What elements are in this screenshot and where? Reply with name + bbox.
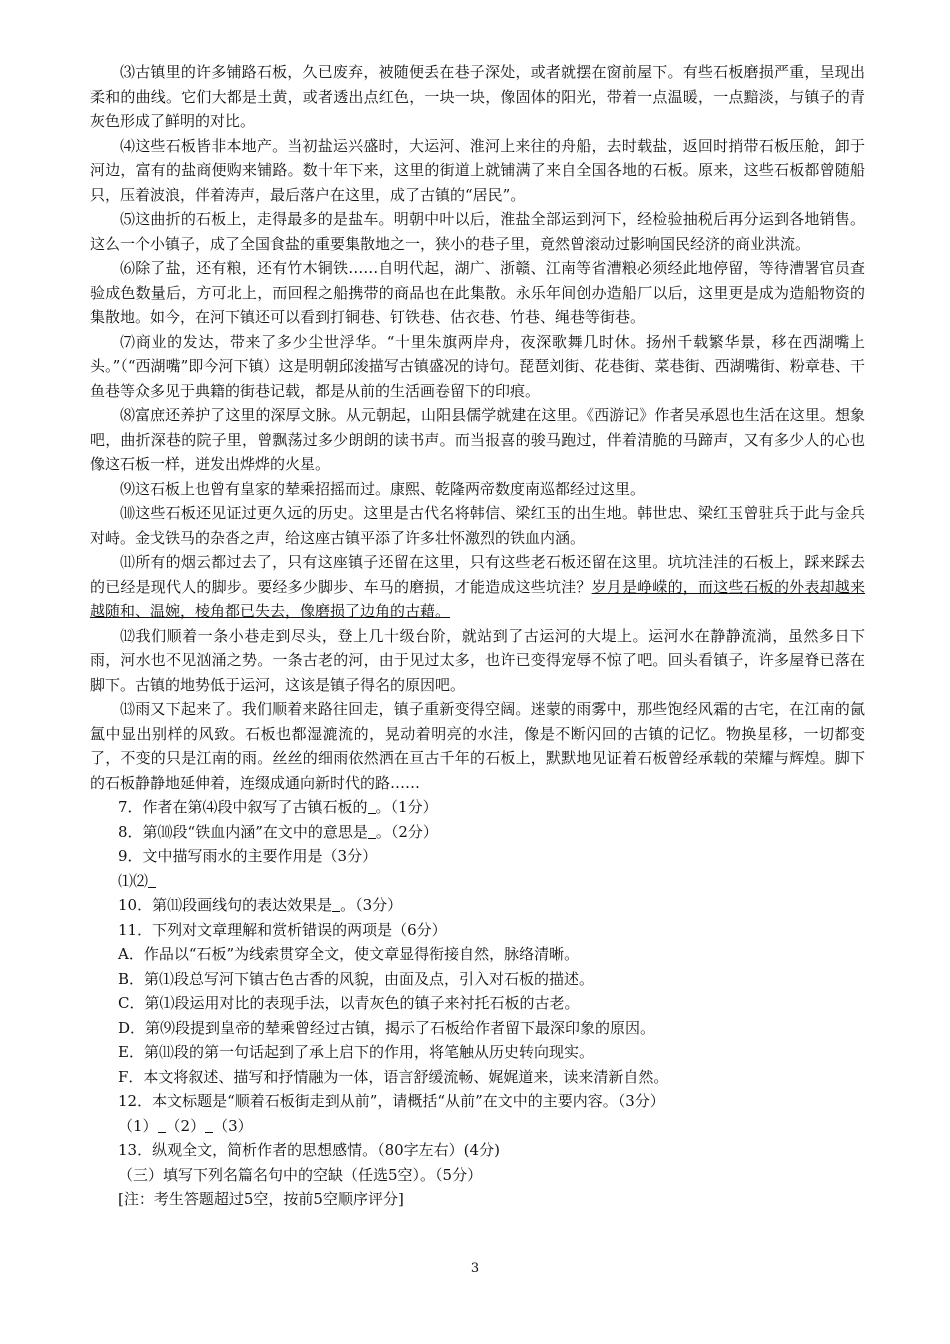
option-c: C．第⑴段运用对比的表现手法，以青灰色的镇子来衬托石板的古老。 [118, 994, 580, 1012]
option-b: B．第⑴段总写河下镇古色古香的风貌，由面及点，引入对石板的描述。 [118, 969, 595, 988]
exam-page [90, 60, 865, 1212]
answer-blank-7[interactable] [368, 799, 376, 814]
section-3-heading: （三）填写下列名篇名句中的空缺（任选5空）。（5分） [118, 1165, 483, 1184]
question-12-part-3: （3） [213, 1116, 253, 1135]
answer-blank-12-1[interactable] [158, 1118, 166, 1133]
answer-blank-8[interactable] [368, 824, 376, 839]
page-number: 3 [470, 1261, 480, 1276]
question-7-score: 。（1分） [375, 798, 438, 816]
question-12-part-1: （1） [118, 1116, 158, 1135]
question-9-answers [90, 869, 865, 894]
question-12-part-2: （2） [165, 1116, 206, 1135]
question-12-answers [90, 1114, 865, 1139]
paragraph-12: ⑿我们顺着一条小巷走到尽头，登上几十级台阶，就站到了古运河的大堤上。运河水在静静流淌，虽然多日下雨，河水也不见汹涌之势。一条古老的河，由于见过太多，也许已变得宠辱不惊了吧。回头看镇子，许多屋脊已落在脚下。古镇的地势低于运河，这该是镇子得名的原因吧。 [90, 626, 865, 694]
answer-blank-12-2[interactable] [205, 1118, 213, 1133]
paragraph-6: ⑹除了盐，还有粮，还有竹木铜铁……自明代起，湖广、浙赣、江南等省漕粮必须经此地停留，等待漕署官员查验成色数量后，方可北上，而回程之船携带的商品也在此集散。永乐年间创办造船厂以后，这里更是成为造船物资的集散地。如今，在河下镇还可以看到打铜巷、钉铁巷、估衣巷、竹巷、绳巷等街巷。 [90, 259, 865, 326]
question-10-text: 10．第⑾段画线句的表达效果是 [118, 896, 333, 914]
question-7-text: 7．作者在第⑷段中叙写了古镇石板的 [118, 798, 368, 816]
paragraph-11-text: ⑾所有的烟云都过去了，只有这座镇子还留在这里，只有这些老石板还留在这里。坑坑洼洼的石板上，踩来踩去的已经是现代人的脚步。要经多少脚步、车马的磨损，才能造成这些坑洼？ [90, 553, 865, 596]
question-9-part-2: ⑵ [133, 871, 149, 890]
scoring-note: [注：考生答题超过5空，按前5空顺序评分] [118, 1190, 404, 1208]
paragraph-5: ⑸这曲折的石板上，走得最多的是盐车。明朝中叶以后，淮盐全部运到河下，经检验抽税后再分运到各地销售。这么一个小镇子，成了全国食盐的重要集散地之一，狭小的巷子里，竟然曾滚动过影响国民经济的商业洪流。 [90, 210, 865, 253]
paragraph-11 [90, 550, 865, 624]
question-10-score: 。（3分） [340, 896, 403, 914]
question-8-score: 。（2分） [375, 822, 438, 841]
answer-blank-9[interactable] [148, 873, 156, 888]
question-10 [90, 893, 865, 918]
paragraph-3: ⑶古镇里的许多铺路石板，久已废弃，被随便丢在巷子深处，或者就摆在窗前屋下。有些石板磨损严重，呈现出柔和的曲线。它们大都是土黄，或者透出点红色，一块一块，像固体的阳光，带着一点温暖，一点黯淡，与镇子的青灰色形成了鲜明的对比。 [90, 63, 865, 130]
question-13: 13．纵观全文，简析作者的思想感情。（80字左右）(4分) [118, 1141, 500, 1159]
paragraph-8: ⑻富庶还养护了这里的深厚文脉。从元朝起，山阳县儒学就建在这里。《西游记》作者吴承恩也生活在这里。想象吧，曲折深巷的院子里，曾飘荡过多少朗朗的读书声。而当报喜的骏马跑过，伴着清脆的马蹄声，又有多少人的心也像这石板一样，迸发出烨烨的火星。 [90, 406, 865, 473]
paragraph-9: ⑼这石板上也曾有皇家的辇乘招摇而过。康熙、乾隆两帝数度南巡都经过这里。 [120, 479, 646, 498]
question-8 [90, 820, 865, 845]
option-a: A．作品以“石板”为线索贯穿全文，使文章显得衔接自然，脉络清晰。 [118, 945, 580, 963]
paragraph-13: ⒀雨又下起来了。我们顺着来路往回走，镇子重新变得空阔。迷蒙的雨雾中，那些饱经风霜的古宅，在江南的氤氲中显出别样的风致。石板也都湿漉流的，晃动着明亮的水洼，像是不断闪回的古镇的记忆。物换星移，一切都变了，不变的只是江南的雨。丝丝的细雨依然洒在亘古千年的石板上，默默地见证着石板曾经承载的荣耀与辉煌。脚下的石板静静地延伸着，连缀成通向新时代的路…… [90, 700, 865, 792]
option-f: F．本文将叙述、描写和抒情融为一体，语言舒缓流畅、娓娓道来，读来清新自然。 [118, 1067, 669, 1086]
paragraph-7: ⑺商业的发达，带来了多少尘世浮华。“十里朱旗两岸舟，夜深歌舞几时休。扬州千载繁华景，移在西湖嘴上头。”（“西湖嘴”即今河下镇）这是明朝邱浚描写古镇盛况的诗句。琵琶刘街、花巷街、菜巷街、西湖嘴街、粉章巷、干鱼巷等众多见于典籍的街巷记载，都是从前的生活画卷留下的印痕。 [90, 332, 865, 400]
answer-blank-10[interactable] [332, 897, 340, 912]
paragraph-10: ⑽这些石板还见证过更久远的历史。这里是古代名将韩信、梁红玉的出生地。韩世忠、梁红玉曾驻兵于此与金兵对峙。金戈铁马的杂沓之声，给这座古镇平添了许多壮怀激烈的铁血内涵。 [90, 504, 865, 547]
question-11: 11．下列对文章理解和赏析错误的两项是（6分） [118, 920, 447, 939]
paragraph-4: ⑷这些石板皆非本地产。当初盐运兴盛时，大运河、淮河上来往的舟船，去时载盐，返回时捎带石板压舱，卸于河边，富有的盐商便购来铺路。数十年下来，这里的街道上就铺满了来自全国各地的石板。原来，这些石板都曾随船只，压着波浪，伴着涛声，最后落户在这里，成了古镇的“居民”。 [90, 136, 865, 204]
underlined-sentence: 岁月是峥嵘的，而这些石板的外表却越来越随和、温婉，棱角都已失去，像磨损了边角的古藉。 [90, 577, 865, 620]
question-9-part-1: ⑴ [118, 871, 134, 890]
question-12: 12．本文标题是“顺着石板街走到从前”，请概括“从前”在文中的主要内容。（3分） [118, 1092, 665, 1110]
question-7 [90, 795, 865, 820]
question-9: 9．文中描写雨水的主要作用是（3分） [118, 847, 378, 865]
question-8-text: 8．第⑽段“铁血内涵”在文中的意思是 [118, 822, 368, 841]
option-e: E．第⑾段的第一句话起到了承上启下的作用，将笔触从历史转向现实。 [118, 1043, 594, 1061]
option-d: D．第⑼段提到皇帝的辇乘曾经过古镇，揭示了石板给作者留下最深印象的原因。 [118, 1018, 656, 1037]
